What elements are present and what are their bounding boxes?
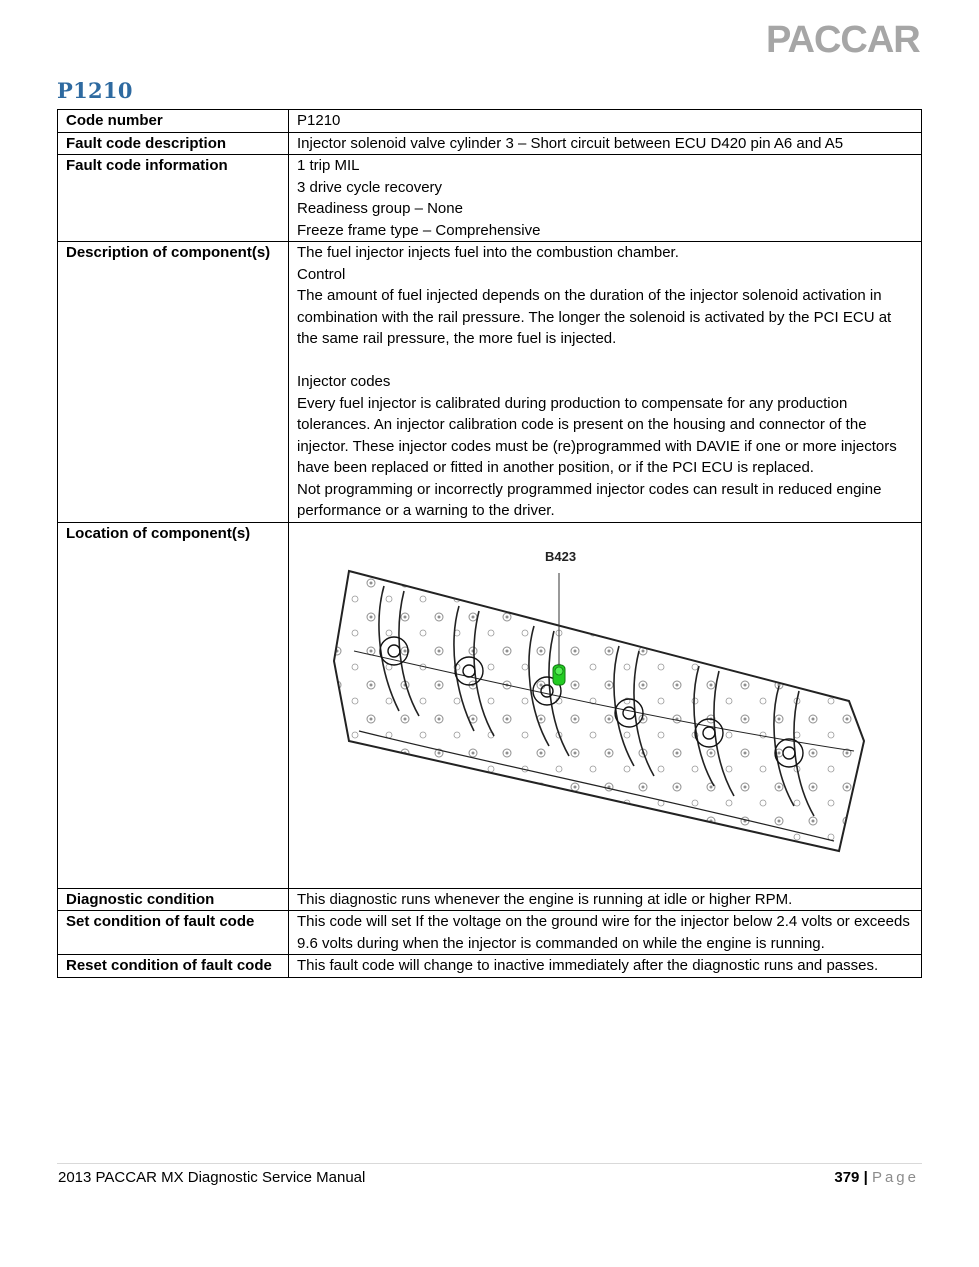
paragraph: Injector codes [297,373,391,390]
info-line: Readiness group – None [297,200,463,217]
row-value [289,242,922,523]
row-value [289,522,922,888]
page-number: 379 [834,1169,860,1186]
table-row [58,132,922,155]
row-label: Description of component(s) [58,242,289,523]
row-value: This code will set If the voltage on the ground wire for the injector below 2.4 volts or exceeds 9.6 volts during when the injector is commanded on while the engine is running. [289,911,922,955]
spacer [297,350,913,372]
footer-separator: | [863,1169,868,1186]
row-label: Code number [58,110,289,133]
page-footer [834,1169,919,1186]
callout-label: B423 [545,548,577,564]
paccar-logo [764,18,926,58]
engine-cylinder-head-diagram [329,541,884,871]
row-label: Set condition of fault code [58,911,289,955]
footer-title: 2013 PACCAR MX Diagnostic Service Manual [58,1169,366,1186]
row-value: This fault code will change to inactive immediately after the diagnostic runs and passes. [289,955,922,978]
row-label: Fault code information [58,155,289,242]
paragraph: Control [297,265,346,283]
table-row [58,888,922,911]
paragraph: The fuel injector injects fuel into the combustion chamber. [297,244,679,261]
row-value: Injector solenoid valve cylinder 3 – Short circuit between ECU D420 pin A6 and A5 [289,132,922,155]
info-line: Freeze frame type – Comprehensive [297,221,541,239]
table-row [58,242,922,523]
page-word: Page [871,1169,919,1186]
row-value [289,155,922,242]
row-value: This diagnostic runs whenever the engine is running at idle or higher RPM. [289,888,922,911]
page-title: P1210 [57,78,133,103]
table-row [58,155,922,242]
row-label: Reset condition of fault code [58,955,289,978]
table-row [58,955,922,978]
row-value: P1210 [289,110,922,133]
table-row [58,522,922,888]
row-label: Diagnostic condition [58,888,289,911]
footer-divider [57,1163,922,1164]
info-line: 1 trip MIL [297,157,360,174]
fault-code-table [57,109,922,978]
paragraph: Not programming or incorrectly programmed injector codes can result in reduced engine performance or a warning to the driver. [297,480,882,519]
paragraph: Every fuel injector is calibrated during production to compensate for any production tolerances. An injector calibration code is present on the housing and connector of the injector. These injector codes must be (re)programmed with DAVIE if one or more injectors have been replaced or fitted in another position, or if the PCI ECU is replaced. [297,394,897,476]
injector-highlight [553,665,565,685]
table-row [58,911,922,955]
row-label: Fault code description [58,132,289,155]
info-line: 3 drive cycle recovery [297,178,443,196]
paragraph: The amount of fuel injected depends on the duration of the injector solenoid activation in combination with the rail pressure. The longer the solenoid is activated by the PCI ECU at the same rail pressure, the more fuel is injected. [297,287,892,347]
row-label: Location of component(s) [58,522,289,888]
logo-text: PACCAR [766,19,920,58]
table-row [58,110,922,133]
